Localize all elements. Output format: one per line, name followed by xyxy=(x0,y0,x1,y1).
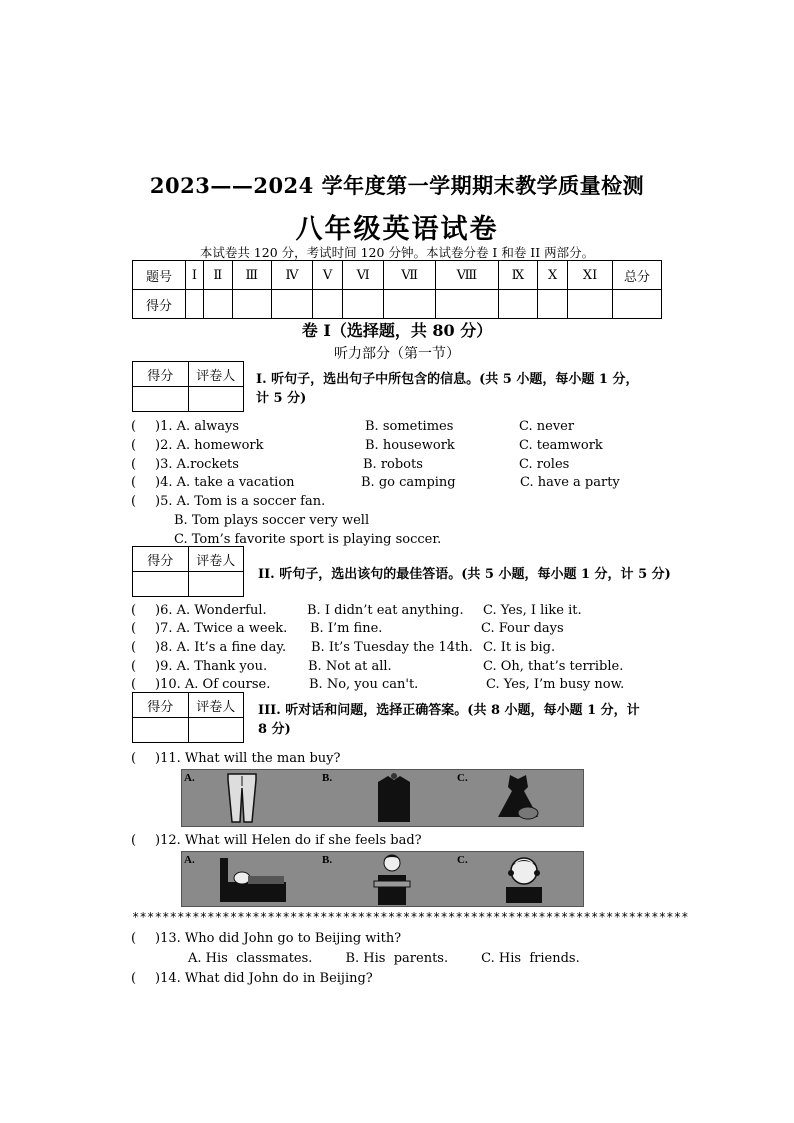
grade-box xyxy=(132,546,244,597)
score-entry[interactable] xyxy=(538,290,568,319)
score-entry[interactable] xyxy=(436,290,499,319)
score-cell: 总分 xyxy=(613,261,662,290)
score-cell: I xyxy=(186,261,204,290)
option-c: C. Yes, I’m busy now. xyxy=(486,677,625,692)
picture-label-a: A. xyxy=(184,772,195,784)
girl-with-headphones-icon xyxy=(500,853,548,905)
question-12-pictures xyxy=(181,851,584,907)
score-cell: Ⅴ xyxy=(312,261,342,290)
question-11-pictures xyxy=(181,769,584,827)
question-3: ( )3. A.rockets xyxy=(131,457,239,472)
question-10: ( )10. A. Of course. xyxy=(131,677,271,692)
score-table xyxy=(132,260,662,319)
option-b: B. It’s Tuesday the 14th. xyxy=(311,640,473,655)
grade-box-score-entry[interactable] xyxy=(133,572,189,597)
score-row-label: 得分 xyxy=(133,290,186,319)
picture-label-b: B. xyxy=(322,854,333,866)
option-b: B. No, you can't. xyxy=(309,677,419,692)
grade-box-grader-label: 评卷人 xyxy=(188,362,244,387)
grade-box-grader-label: 评卷人 xyxy=(188,693,244,718)
option-b: B. I’m fine. xyxy=(310,621,383,636)
option-b: B. go camping xyxy=(361,475,456,490)
section-title: 卷 I（选择题，共 80 分） xyxy=(301,321,493,340)
score-entry[interactable] xyxy=(312,290,342,319)
grade-box-score-entry[interactable] xyxy=(133,718,189,743)
score-entry[interactable] xyxy=(498,290,537,319)
grade-box-grader-entry[interactable] xyxy=(188,387,244,412)
question-13-options: A. His classmates. B. His parents. C. His friends. xyxy=(188,951,580,966)
question-12: ( )12. What will Helen do if she feels bad? xyxy=(131,833,422,848)
score-cell: Ⅶ xyxy=(384,261,436,290)
score-cell: Ⅸ xyxy=(498,261,537,290)
score-cell: Ⅳ xyxy=(272,261,313,290)
grade-box-score-label: 得分 xyxy=(133,693,189,718)
score-cell: X xyxy=(538,261,568,290)
section-subtitle: 听力部分（第一节） xyxy=(334,346,460,362)
grade-box-score-label: 得分 xyxy=(133,362,189,387)
option-b: B. Tom plays soccer very well xyxy=(174,513,370,528)
grade-box-grader-label: 评卷人 xyxy=(188,547,244,572)
picture-label-c: C. xyxy=(457,854,468,866)
option-b: B. robots xyxy=(363,457,423,472)
score-cell: Ⅷ xyxy=(436,261,499,290)
part-3-instruction: III. 听对话和问题，选择正确答案。(共 8 小题，每小题 1 分，计 xyxy=(258,703,640,718)
score-entry[interactable] xyxy=(232,290,271,319)
part-3-instruction-cont: 8 分) xyxy=(258,722,291,737)
score-entry[interactable] xyxy=(613,290,662,319)
score-table-header-row xyxy=(133,261,662,290)
picture-label-a: A. xyxy=(184,854,195,866)
score-entry[interactable] xyxy=(272,290,313,319)
jacket-icon xyxy=(374,772,414,824)
question-4: ( )4. A. take a vacation xyxy=(131,475,295,490)
divider-stars: ************************************************************************** xyxy=(132,910,689,924)
score-table-score-row xyxy=(133,290,662,319)
option-c: C. Yes, I like it. xyxy=(483,603,582,618)
picture-label-b: B. xyxy=(322,772,333,784)
score-cell: 题号 xyxy=(133,261,186,290)
option-c: C. roles xyxy=(519,457,570,472)
bed-icon xyxy=(218,854,288,904)
score-cell: Ⅱ xyxy=(203,261,232,290)
part-1-instruction: I. 听句子，选出句子中所包含的信息。(共 5 小题，每小题 1 分， xyxy=(256,372,639,387)
option-b: B. Not at all. xyxy=(308,659,392,674)
score-cell: Ⅵ xyxy=(343,261,384,290)
trousers-icon xyxy=(222,772,262,824)
question-2: ( )2. A. homework xyxy=(131,438,264,453)
dress-icon xyxy=(494,771,542,825)
question-6: ( )6. A. Wonderful. xyxy=(131,603,267,618)
question-7: ( )7. A. Twice a week. xyxy=(131,621,288,636)
question-5: ( )5. A. Tom is a soccer fan. xyxy=(131,494,326,509)
score-entry[interactable] xyxy=(186,290,204,319)
grade-box-grader-entry[interactable] xyxy=(188,572,244,597)
option-c: C. Oh, that’s terrible. xyxy=(483,659,624,674)
option-b: B. housework xyxy=(365,438,455,453)
exam-info: 本试卷共 120 分，考试时间 120 分钟。本试卷分卷 I 和卷 II 两部分。 xyxy=(199,245,595,260)
option-b: B. I didn’t eat anything. xyxy=(307,603,464,618)
grade-box-score-entry[interactable] xyxy=(133,387,189,412)
score-entry[interactable] xyxy=(568,290,613,319)
option-c: C. It is big. xyxy=(483,640,556,655)
grade-box-grader-entry[interactable] xyxy=(188,718,244,743)
score-entry[interactable] xyxy=(384,290,436,319)
option-c: C. have a party xyxy=(520,475,620,490)
score-entry[interactable] xyxy=(203,290,232,319)
exam-title: 2023——2024 学年度第一学期期末教学质量检测 xyxy=(149,173,645,198)
grade-box xyxy=(132,361,244,412)
part-2-instruction: II. 听句子，选出该句的最佳答语。(共 5 小题，每小题 1 分，计 5 分) xyxy=(258,567,671,582)
option-c: C. Four days xyxy=(481,621,564,636)
score-cell: XI xyxy=(568,261,613,290)
option-b: B. sometimes xyxy=(365,419,454,434)
score-cell: Ⅲ xyxy=(232,261,271,290)
question-9: ( )9. A. Thank you. xyxy=(131,659,268,674)
option-c: C. Tom’s favorite sport is playing soccer. xyxy=(174,532,442,547)
exam-subtitle: 八年级英语试卷 xyxy=(295,214,499,245)
question-1: ( )1. A. always xyxy=(131,419,240,434)
grade-box-score-label: 得分 xyxy=(133,547,189,572)
question-8: ( )8. A. It’s a fine day. xyxy=(131,640,287,655)
option-c: C. never xyxy=(519,419,575,434)
grade-box xyxy=(132,692,244,743)
question-13: ( )13. Who did John go to Beijing with? xyxy=(131,931,402,946)
question-14: ( )14. What did John do in Beijing? xyxy=(131,971,373,986)
question-11: ( )11. What will the man buy? xyxy=(131,751,341,766)
score-entry[interactable] xyxy=(343,290,384,319)
woman-cooking-icon xyxy=(370,853,414,905)
picture-label-c: C. xyxy=(457,772,468,784)
option-c: C. teamwork xyxy=(519,438,603,453)
part-1-instruction-cont: 计 5 分) xyxy=(256,391,307,406)
